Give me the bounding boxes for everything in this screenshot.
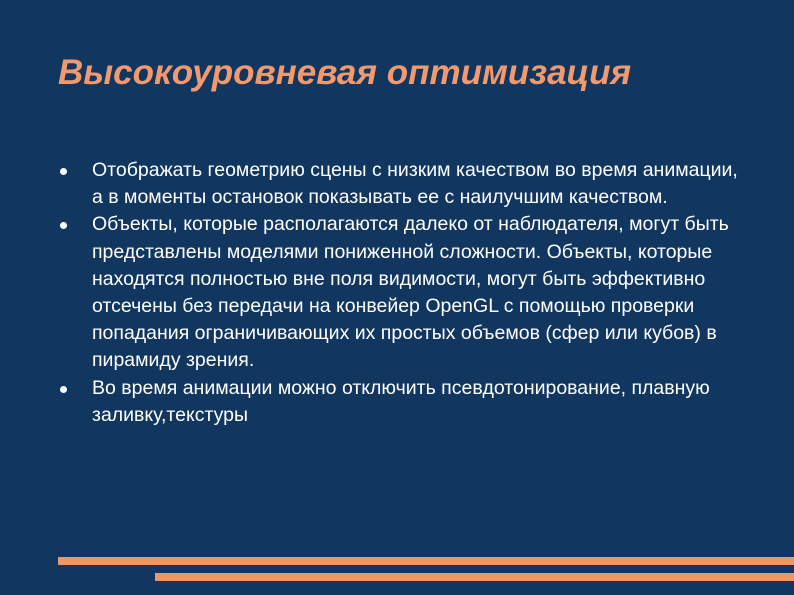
bullet-dot-icon [60, 386, 67, 393]
bullet-item [60, 157, 750, 211]
bullet-item [60, 211, 750, 374]
bullet-text: Объекты, которые располагаются далеко от наблюдателя, могут быть представлены моделями пониженной сложности. Объекты, которые находятся полностью вне поля видимости, могут быть эффективно отсечены без передачи на конвейер OpenGL с помощью проверки попадания ограничивающих их простых объемов (сфер или кубов) в пирамиду зрения. [92, 213, 729, 372]
bullet-dot-icon [60, 168, 67, 175]
slide-title: Высокоуровневая оптимизация [58, 53, 632, 92]
bullet-text: Во время анимации можно отключить псевдотонирование, плавную заливку,текстуры [92, 376, 710, 426]
bullet-item [60, 375, 750, 429]
bullet-text: Отображать геометрию сцены с низким качеством во время анимации, а в моменты остановок показывать ее с наилучшим качеством. [92, 159, 738, 209]
accent-bar-top [58, 557, 794, 565]
accent-bar-bottom [155, 573, 794, 581]
bullet-list [60, 157, 750, 429]
bullet-dot-icon [60, 222, 67, 229]
